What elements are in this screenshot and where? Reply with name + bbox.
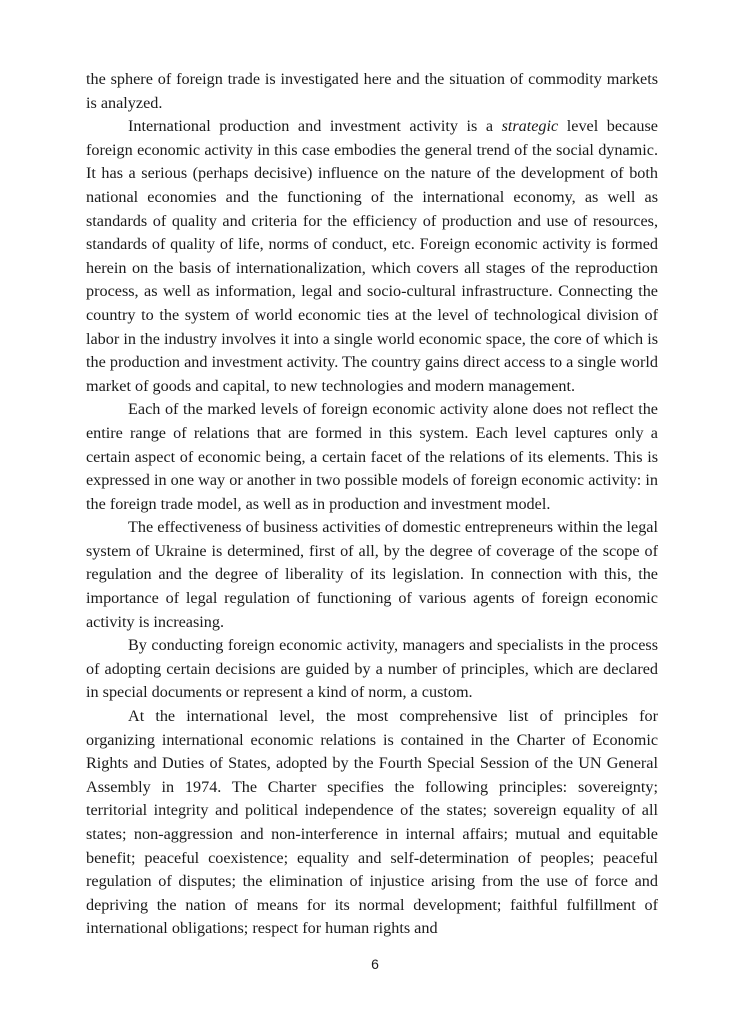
paragraph-2-text-before: International production and investment activity is a: [128, 117, 502, 136]
paragraph-2-text-after: level because foreign economic activity in this case embodies the general trend of the social dynamic. It has a serious (perhaps decisive) influence on the nature of the development of both national economies and the functioning of the international economy, as well as standards of quality and criteria for the efficiency of production and use of resources, standards of quality of life, norms of conduct, etc. Foreign economic activity is formed herein on the basis of internationalization, which covers all stages of the reproduction process, as well as information, legal and socio-cultural infrastructure. Connecting the country to the system of world economic ties at the level of technological division of labor in the industry involves it into a single world economic space, the core of which is the production and investment activity. The country gains direct access to a single world market of goods and capital, to new technologies and modern management.: [86, 117, 658, 395]
paragraph-1: the sphere of foreign trade is investigated here and the situation of commodity markets is analyzed.: [86, 70, 658, 112]
page-number: 6: [371, 956, 379, 972]
paragraph-2: [86, 115, 658, 398]
paragraph-3: Each of the marked levels of foreign economic activity alone does not reflect the entire range of relations that are formed in this system. Each level captures only a certain aspect of economic being, a certain facet of the relations of its elements. This is expressed in one way or another in two possible models of foreign economic activity: in the foreign trade model, as well as in production and investment model.: [86, 400, 658, 513]
paragraph-6: At the international level, the most comprehensive list of principles for organizing international economic relations is contained in the Charter of Economic Rights and Duties of States, adopted by the Fourth Special Session of the UN General Assembly in 1974. The Charter specifies the following principles: sovereignty; territorial integrity and political independence of the states; sovereign equality of all states; non-aggression and non-interference in internal affairs; mutual and equitable benefit; peaceful coexistence; equality and self-determination of peoples; peaceful regulation of disputes; the elimination of injustice arising from the use of force and depriving the nation of means for its normal development; faithful fulfillment of international obligations; respect for human rights and: [86, 707, 658, 938]
document-page: [86, 68, 658, 941]
paragraph-5: By conducting foreign economic activity, managers and specialists in the process of adopting certain decisions are guided by a number of principles, which are declared in special documents or represent a kind of norm, a custom.: [86, 636, 658, 702]
paragraph-4: The effectiveness of business activities of domestic entrepreneurs within the legal system of Ukraine is determined, first of all, by the degree of coverage of the scope of regulation and the degree of liberality of its legislation. In connection with this, the importance of legal regulation of functioning of various agents of foreign economic activity is increasing.: [86, 518, 658, 631]
emphasis-strategic: strategic: [501, 117, 559, 136]
